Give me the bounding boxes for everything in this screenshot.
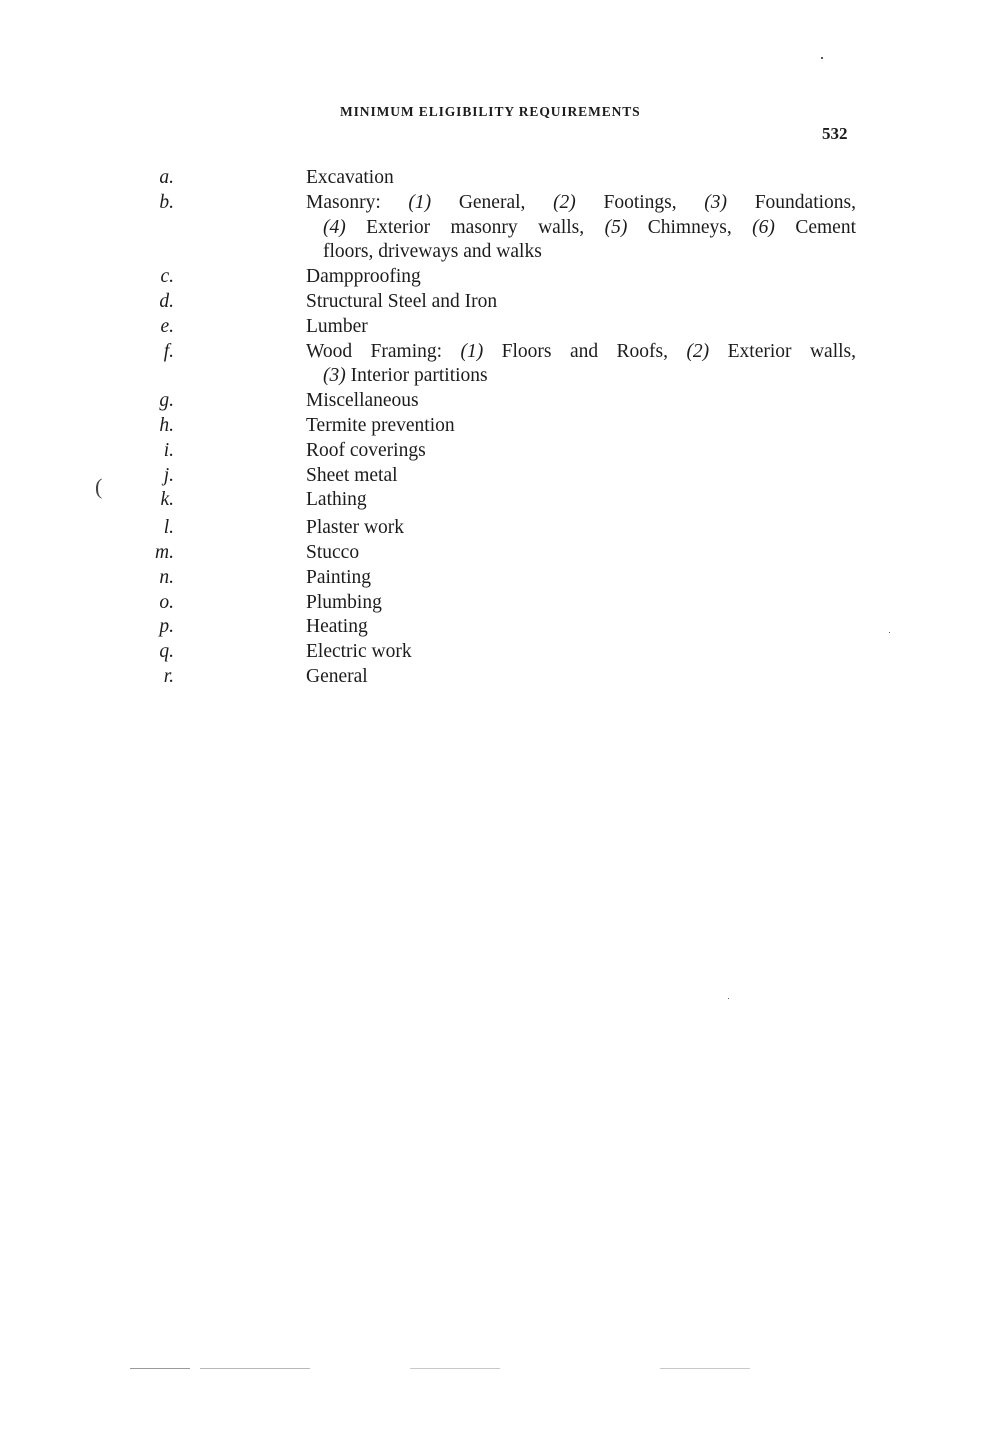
list-item [0,541,856,566]
item-subnumber: (2) [686,340,710,362]
item-letter: n. [159,566,174,588]
item-segment: Foundations, [727,191,856,213]
item-letter: k. [160,489,174,511]
item-letter: a. [159,167,174,188]
item-segment: Cement [774,216,856,238]
item-letter: l. [163,517,174,539]
list-item [0,340,856,390]
list-item [0,615,856,640]
list-item [0,464,856,489]
item-text: Sheet metal [306,464,398,486]
item-text: Lumber [306,315,368,337]
item-subnumber: (4) [323,216,346,238]
list-item [0,488,856,513]
item-letter: p. [159,616,174,638]
item-text: Electric work [306,641,412,663]
item-line [306,191,856,216]
item-letter: i. [163,439,174,461]
item-subnumber: (5) [604,216,628,238]
item-line [306,216,856,241]
list-item [0,414,856,439]
item-text: Stucco [306,541,360,563]
requirements-list [0,166,984,690]
list-item [0,191,856,265]
item-subnumber: (1) [408,191,432,213]
item-text: Roof coverings [306,439,426,461]
item-segment: Exterior walls, [709,340,856,362]
item-segment: Chimneys, [627,216,753,238]
scan-speck [889,632,890,633]
item-line [306,364,856,389]
item-segment: Masonry: [306,191,409,213]
scan-rule [200,1368,310,1369]
item-letter: q. [159,641,174,663]
item-text: General [306,665,368,687]
item-text: Structural Steel and Iron [306,290,498,312]
item-segment: floors, driveways and walks [323,241,542,263]
item-text: Plumbing [306,591,382,613]
item-text: Excavation [306,167,394,188]
scan-speck [728,998,729,999]
item-letter: g. [159,390,174,412]
list-item [0,640,856,665]
list-item [0,591,856,616]
list-item [0,389,856,414]
scan-rule [410,1368,500,1369]
item-segment: General, [431,191,554,213]
item-letter: o. [159,591,174,613]
item-subnumber: (6) [752,216,775,238]
list-item [0,315,856,340]
item-text [306,340,856,390]
list-item [0,439,856,464]
list-item [0,566,856,591]
item-letter: d. [159,290,174,312]
item-subnumber: (3) [704,191,728,213]
item-text: Dampproofing [306,266,421,288]
list-item [0,665,856,690]
item-letter: f. [163,340,174,362]
item-text [306,191,856,265]
item-segment: Footings, [575,191,705,213]
scan-rule [130,1368,190,1369]
item-letter: h. [159,414,174,436]
scan-speck [821,57,823,59]
margin-mark: ( [95,474,103,499]
list-item [0,166,856,191]
item-text: Termite prevention [306,414,455,436]
page-number: 532 [822,124,848,143]
item-line [306,340,856,365]
item-subnumber: (1) [460,340,484,362]
item-text: Plaster work [306,517,405,539]
item-letter: c. [160,266,174,288]
item-letter: r. [163,665,174,687]
item-letter: m. [155,541,174,563]
item-subnumber: (3) [323,365,346,387]
list-item [0,265,856,290]
item-subnumber: (2) [553,191,576,213]
item-segment: Interior partitions [345,365,488,387]
item-segment: Exterior masonry walls, [345,216,605,238]
list-item [0,290,856,315]
item-text: Miscellaneous [306,390,419,412]
item-text: Painting [306,566,372,588]
running-head: MINIMUM ELIGIBILITY REQUIREMENTS [340,104,641,119]
item-text: Heating [306,616,368,638]
item-segment: Wood Framing: [306,340,461,362]
item-line [306,240,856,265]
list-item [0,516,856,541]
item-segment: Floors and Roofs, [483,340,687,362]
scan-rule [660,1368,750,1369]
item-text: Lathing [306,489,367,511]
item-letter: e. [160,315,174,337]
item-letter: b. [159,191,174,213]
item-letter: j. [163,464,174,486]
